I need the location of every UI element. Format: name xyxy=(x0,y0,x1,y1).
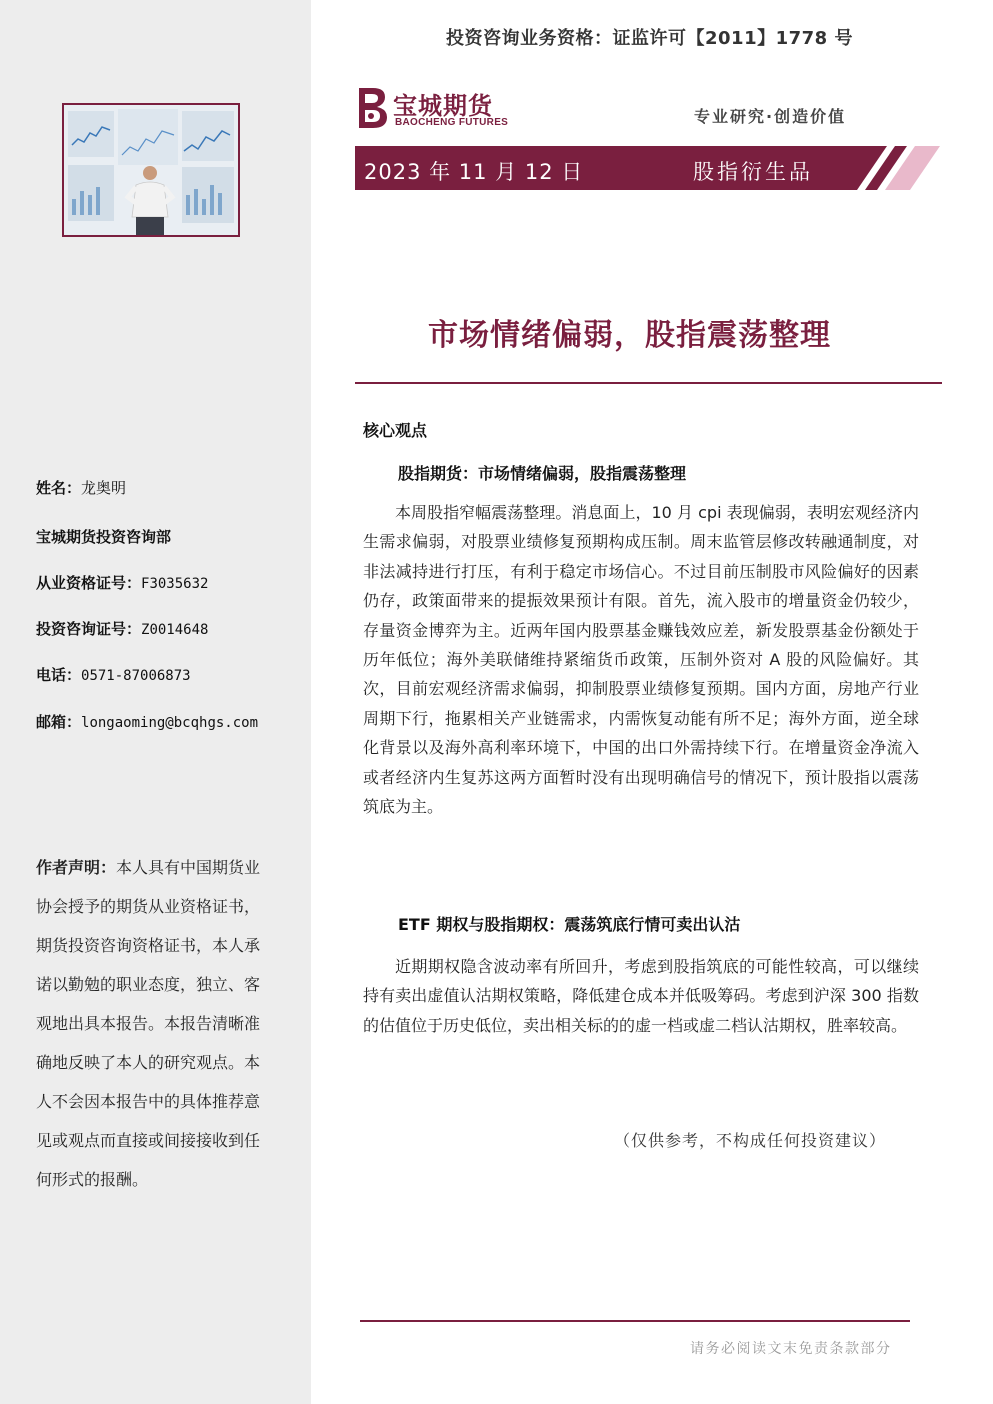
advisor-value: Z0014648 xyxy=(141,622,209,638)
department-label: 宝城期货投资咨询部 xyxy=(36,528,172,546)
statement-text: 本人具有中国期货业协会授予的期货从业资格证书，期货投资咨询资格证书，本人承诺以勤勉的职业态度，独立、客观地出具本报告。本报告清晰准确地反映了本人的研究观点。本人不会因本报告中的具体推荐意见或观点而直接或间接接收到任何形式的报酬。 xyxy=(36,858,261,1189)
phone xyxy=(36,664,191,685)
title-divider xyxy=(355,382,942,384)
name-value: 龙奥明 xyxy=(81,479,127,497)
core-view-heading: 核心观点 xyxy=(363,421,428,440)
section-futures-text: 本周股指窄幅震荡整理。消息面上，10 月 cpi 表现偏弱，表明宏观经济内生需求偏弱，对股票业绩修复预期构成压制。周末监管层修改转融通制度，对非法减持进行打压，有利于稳定市场信心。不过目前压制股市风险偏好的因素仍存，政策面带来的提振效果预计有限。首先，流入股市的增量资金仍较少，存量资金博弈为主。近两年国内股票基金赚钱效应差，新发股票基金份额处于历年低位；海外美联储维持紧缩货币政策，压制外资对 A 股的风险偏好。其次，目前宏观经济需求偏弱，抑制股票业绩修复预期。国内方面，房地产行业周期下行，拖累相关产业链需求，内需恢复动能有所不足；海外方面，逆全球化背景以及海外高利率环境下，中国的出口外需持续下行。在增量资金净流入或者经济内生复苏这两方面暂时没有出现明确信号的情况下，预计股指以震荡筑底为主。 xyxy=(363,503,919,817)
qualification-number xyxy=(36,572,208,593)
disclaimer: （仅供参考，不构成任何投资建议） xyxy=(614,1131,887,1150)
logo-mark-icon xyxy=(355,85,391,131)
qualification-value: F3035632 xyxy=(141,576,209,592)
qualification-label: 从业资格证号： xyxy=(36,574,142,592)
phone-label: 电话： xyxy=(36,666,82,684)
slogan: 专业研究·创造价值 xyxy=(694,107,847,126)
email-label: 邮箱： xyxy=(36,713,82,731)
name-label: 姓名： xyxy=(36,479,82,497)
sidebar xyxy=(0,0,311,1404)
section-options-heading: ETF 期权与股指期权：震荡筑底行情可卖出认沽 xyxy=(398,915,741,934)
report-date: 2023 年 11 月 12 日 xyxy=(364,160,584,184)
section-options-text: 近期期权隐含波动率有所回升，考虑到股指筑底的可能性较高，可以继续持有卖出虚值认沽期权策略，降低建仓成本并低吸筹码。考虑到沪深 300 指数的估值位于历史低位，卖出相关标的的虚一档或虚二档认沽期权，胜率较高。 xyxy=(363,957,919,1035)
advisor-number xyxy=(36,618,208,639)
analyst-illustration xyxy=(64,105,238,235)
license-line: 投资咨询业务资格：证监许可【2011】1778 号 xyxy=(446,28,853,49)
logo-chinese-name: 宝城期货 xyxy=(393,91,493,120)
author-name xyxy=(36,477,126,498)
email-value: longaoming@bcqhgs.com xyxy=(81,715,259,731)
footer-note: 请务必阅读文末免责条款部分 xyxy=(690,1341,892,1357)
email xyxy=(36,711,258,732)
footer-divider xyxy=(360,1320,910,1322)
department xyxy=(36,526,171,547)
phone-value: 0571-87006873 xyxy=(81,668,191,684)
logo-english-name: BAOCHENG FUTURES xyxy=(395,117,509,128)
company-logo xyxy=(355,85,525,133)
section-futures-heading: 股指期货：市场情绪偏弱，股指震荡整理 xyxy=(398,464,687,483)
report-category: 股指衍生品 xyxy=(693,160,813,184)
author-statement xyxy=(36,848,272,1199)
advisor-label: 投资咨询证号： xyxy=(36,620,142,638)
date-banner xyxy=(355,146,940,190)
statement-label: 作者声明： xyxy=(36,858,117,877)
cover-photo xyxy=(62,103,240,237)
report-title: 市场情绪偏弱，股指震荡整理 xyxy=(428,318,831,353)
